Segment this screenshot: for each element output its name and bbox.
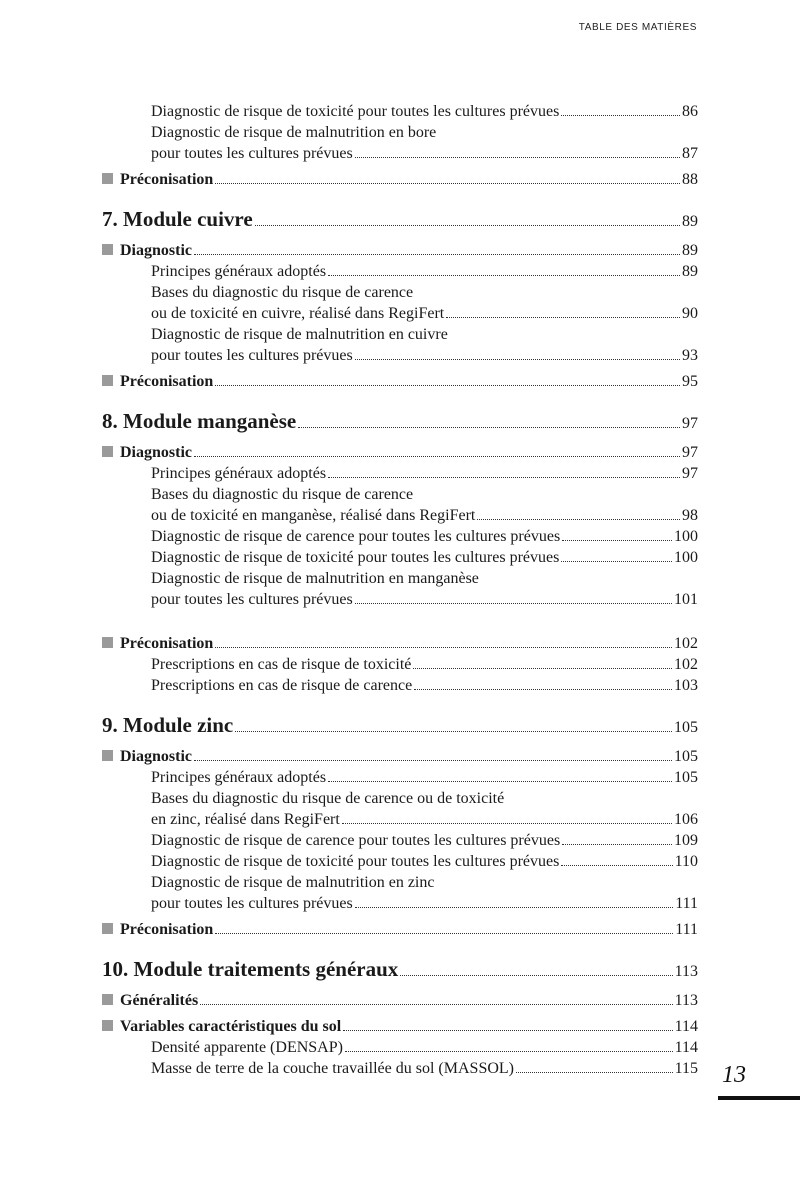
spacer xyxy=(102,610,698,628)
toc-section-generalites[interactable]: Généralités 113 xyxy=(102,990,698,1011)
toc-subentry[interactable]: Prescriptions en cas de risque de toxicité 102 xyxy=(151,656,698,673)
toc-subentry[interactable]: Principes généraux adoptés 105 xyxy=(151,769,698,786)
toc-section-preconisation[interactable]: Préconisation 111 xyxy=(102,919,698,940)
toc-subentry[interactable]: Bases du diagnostic du risque de carence ou de toxicité en manganèse, réalisé dans RegiFert 98 xyxy=(151,486,698,524)
toc-subentry[interactable]: Bases du diagnostic du risque de carence ou de toxicité en zinc, réalisé dans RegiFert 106 xyxy=(151,790,698,828)
toc-subentry[interactable]: Diagnostic de risque de carence pour toutes les cultures prévues 100 xyxy=(151,528,698,545)
toc-subentry[interactable]: Prescriptions en cas de risque de carence 103 xyxy=(151,677,698,694)
square-bullet-icon xyxy=(102,244,113,255)
toc-section-preconisation[interactable]: Préconisation 88 xyxy=(102,169,698,190)
toc-subentry[interactable]: Diagnostic de risque de carence pour toutes les cultures prévues 109 xyxy=(151,832,698,849)
toc-section-preconisation[interactable]: Préconisation 102 xyxy=(102,633,698,654)
toc-section-diagnostic[interactable]: Diagnostic 105 xyxy=(102,746,698,767)
page-number: 13 xyxy=(722,1062,746,1088)
square-bullet-icon xyxy=(102,637,113,648)
square-bullet-icon xyxy=(102,994,113,1005)
toc-subentry[interactable]: Diagnostic de risque de malnutrition en bore pour toutes les cultures prévues 87 xyxy=(151,124,698,162)
toc-module-cuivre[interactable]: 7. Module cuivre 89 xyxy=(102,207,698,231)
square-bullet-icon xyxy=(102,1020,113,1031)
toc-subentry[interactable]: Densité apparente (DENSAP) 114 xyxy=(151,1039,698,1056)
toc-subentry[interactable]: Bases du diagnostic du risque de carence ou de toxicité en cuivre, réalisé dans RegiFert 90 xyxy=(151,284,698,322)
square-bullet-icon xyxy=(102,750,113,761)
toc-subentry[interactable]: Diagnostic de risque de malnutrition en zinc pour toutes les cultures prévues 111 xyxy=(151,874,698,912)
toc-subentry[interactable]: Principes généraux adoptés 97 xyxy=(151,465,698,482)
table-of-contents xyxy=(102,101,698,1079)
toc-section-variables[interactable]: Variables caractéristiques du sol 114 xyxy=(102,1016,698,1037)
toc-subentry[interactable]: Diagnostic de risque de toxicité pour toutes les cultures prévues 86 xyxy=(151,103,698,120)
toc-subentry[interactable]: Diagnostic de risque de malnutrition en cuivre pour toutes les cultures prévues 93 xyxy=(151,326,698,364)
page-number-rule xyxy=(718,1096,800,1100)
toc-subentry[interactable]: Principes généraux adoptés 89 xyxy=(151,263,698,280)
toc-subentry[interactable]: Diagnostic de risque de toxicité pour toutes les cultures prévues 100 xyxy=(151,549,698,566)
toc-section-preconisation[interactable]: Préconisation 95 xyxy=(102,371,698,392)
toc-section-diagnostic[interactable]: Diagnostic 97 xyxy=(102,442,698,463)
toc-module-zinc[interactable]: 9. Module zinc 105 xyxy=(102,713,698,737)
toc-subentry[interactable]: Masse de terre de la couche travaillée du sol (MASSOL) 115 xyxy=(151,1060,698,1077)
toc-module-traitements-generaux[interactable]: 10. Module traitements généraux 113 xyxy=(102,957,698,981)
toc-section-diagnostic[interactable]: Diagnostic 89 xyxy=(102,240,698,261)
toc-subentry[interactable]: Diagnostic de risque de toxicité pour toutes les cultures prévues 110 xyxy=(151,853,698,870)
toc-subentry[interactable]: Diagnostic de risque de malnutrition en manganèse pour toutes les cultures prévues 101 xyxy=(151,570,698,608)
square-bullet-icon xyxy=(102,446,113,457)
square-bullet-icon xyxy=(102,923,113,934)
square-bullet-icon xyxy=(102,375,113,386)
toc-module-manganese[interactable]: 8. Module manganèse 97 xyxy=(102,409,698,433)
running-head: TABLE DES MATIÈRES xyxy=(578,22,697,33)
square-bullet-icon xyxy=(102,173,113,184)
